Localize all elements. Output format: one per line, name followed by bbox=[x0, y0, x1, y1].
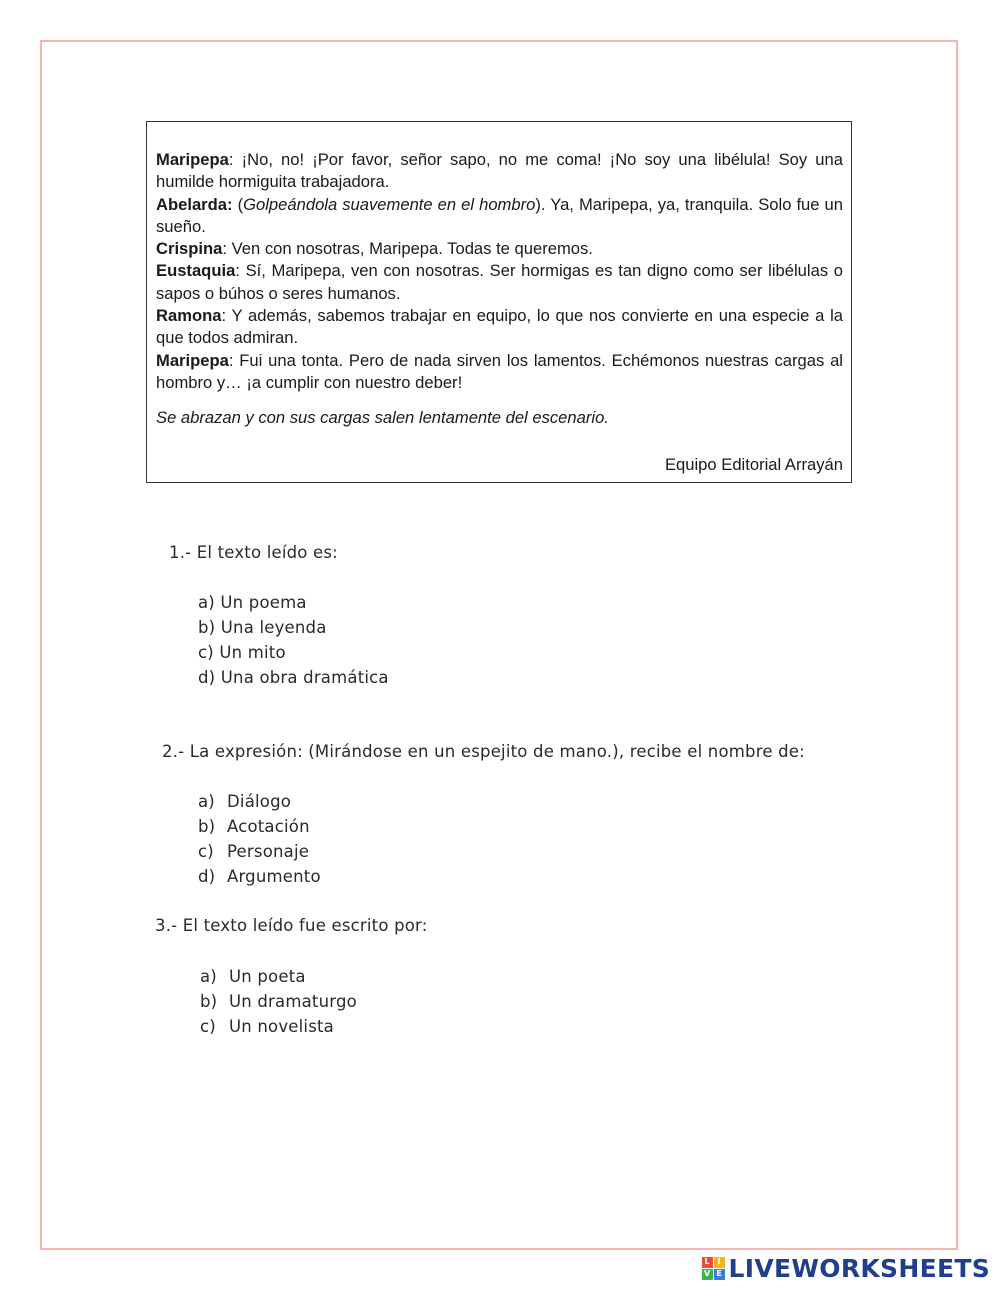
excerpt-box bbox=[146, 121, 852, 483]
dialogue-line bbox=[156, 238, 843, 260]
stage-direction: Golpeándola suavemente en el hombro bbox=[243, 194, 536, 214]
option-letter: d) bbox=[198, 867, 216, 886]
dialogue-line bbox=[156, 194, 843, 239]
closing-stage-direction: Se abrazan y con sus cargas salen lentamente del escenario. bbox=[156, 408, 609, 428]
question-2-prompt: 2.- La expresión: (Mirándose en un espejito de mano.), recibe el nombre de: bbox=[162, 742, 805, 761]
dialogue-text: : ¡No, no! ¡Por favor, señor sapo, no me coma! ¡No soy una libélula! Soy una humilde hormiguita trabajadora. bbox=[156, 150, 843, 192]
option-item[interactable] bbox=[198, 789, 321, 814]
option-item[interactable] bbox=[200, 1014, 357, 1039]
option-item[interactable]: c) Un mito bbox=[198, 643, 286, 662]
option-item[interactable] bbox=[200, 964, 357, 989]
speaker-name: Abelarda: bbox=[156, 194, 233, 214]
option-text: Personaje bbox=[227, 842, 310, 861]
option-text: Acotación bbox=[227, 817, 310, 836]
option-letter: b) bbox=[200, 992, 218, 1011]
option-text: Un poeta bbox=[229, 967, 306, 986]
icon-tile: L bbox=[702, 1257, 713, 1268]
option-item[interactable] bbox=[200, 989, 357, 1014]
question-3-options bbox=[200, 964, 357, 1039]
liveworksheets-logo[interactable] bbox=[702, 1253, 990, 1283]
icon-tile: E bbox=[714, 1269, 725, 1280]
question-2-options bbox=[198, 789, 321, 889]
dialogue-line bbox=[156, 260, 843, 305]
option-text: Un dramaturgo bbox=[229, 992, 357, 1011]
option-item[interactable]: a) Un poema bbox=[198, 593, 307, 612]
speaker-name: Crispina bbox=[156, 239, 223, 259]
dialogue-text: ( bbox=[232, 194, 244, 214]
dialogue-text: : Y además, sabemos trabajar en equipo, lo que nos convierte en una especie a la que todos admiran. bbox=[156, 306, 843, 348]
option-text: Diálogo bbox=[227, 792, 292, 811]
option-letter: a) bbox=[200, 967, 217, 986]
option-item[interactable]: d) Una obra dramática bbox=[198, 668, 389, 687]
dialogue-text: : Ven con nosotras, Maripepa. Todas te queremos. bbox=[222, 239, 593, 259]
dialogue-text: ). Ya, Maripepa, ya, tranquila. Solo fue un sueño. bbox=[156, 194, 843, 236]
icon-tile: I bbox=[714, 1257, 725, 1268]
dialogue-line bbox=[156, 149, 843, 194]
option-letter: b) bbox=[198, 817, 216, 836]
question-1-prompt: 1.- El texto leído es: bbox=[169, 543, 338, 562]
brand-name: LIVEWORKSHEETS bbox=[728, 1253, 990, 1283]
speaker-name: Maripepa bbox=[156, 150, 229, 169]
dialogue-line bbox=[156, 350, 843, 395]
dialogue-text: : Fui una tonta. Pero de nada sirven los lamentos. Echémonos nuestras cargas al hombro y… ¡a cumplir con nuestro deber! bbox=[156, 350, 843, 392]
icon-tile: V bbox=[702, 1269, 713, 1280]
option-letter: c) bbox=[200, 1017, 216, 1036]
option-letter: a) bbox=[198, 792, 215, 811]
option-text: Argumento bbox=[227, 867, 321, 886]
liveworksheets-icon bbox=[702, 1257, 725, 1280]
option-item[interactable] bbox=[198, 864, 321, 889]
option-text: Un novelista bbox=[229, 1017, 334, 1036]
speaker-name: Ramona bbox=[156, 306, 222, 326]
option-item[interactable] bbox=[198, 814, 321, 839]
credit: Equipo Editorial Arrayán bbox=[664, 454, 843, 474]
speaker-name: Eustaquia bbox=[156, 261, 236, 281]
question-3-prompt: 3.- El texto leído fue escrito por: bbox=[155, 916, 428, 935]
option-item[interactable] bbox=[198, 839, 321, 864]
option-letter: c) bbox=[198, 842, 214, 861]
dialogue-text: : Sí, Maripepa, ven con nosotras. Ser hormigas es tan digno como ser libélulas o sapos o búhos o seres humanos. bbox=[156, 261, 843, 303]
speaker-name: Maripepa bbox=[156, 350, 229, 370]
option-item[interactable]: b) Una leyenda bbox=[198, 618, 327, 637]
dialogue-line bbox=[156, 305, 843, 350]
question-1-options bbox=[198, 590, 389, 690]
